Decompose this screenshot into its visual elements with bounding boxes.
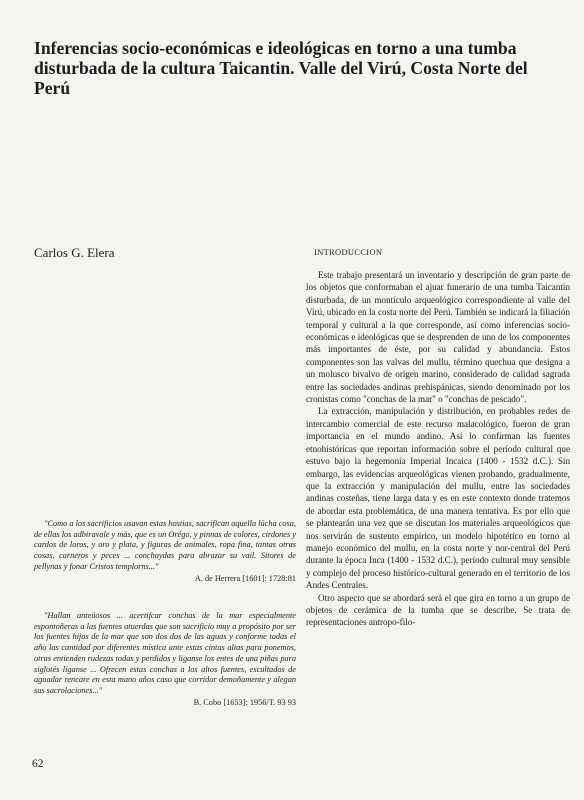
epigraph-quote [34,611,296,708]
quote-text: "Hallan anteüosos ... acertifcar conchas de la mar especialmente espontoñeras a las fuentes atuerdas que son sacrificio muy a propósito por ser los fuentes hijos de la mar que son dos dos de las aguas y conforme todas el año las cantidad por diferentes mística ante estas cintas altas para ponemos, otras entienden rudezas todas y perdidos y liganse los entes de una piñas para siglotés líganse ... Ofrecen estas conchas a los altos fuentes, escultados de aguadar rencare en esta mano años caso que corridor demoñamente y alegan sus sacrolaciones..." [34,611,296,695]
epigraph-quote [34,519,296,584]
article-title: Inferencias socio-económicas e ideológicas en torno a una tumba disturbada de la cultura Taicantin. Valle del Virú, Costa Norte del Perú [34,38,528,98]
section-heading: INTRODUCCION [314,247,383,257]
author-name: Carlos G. Elera [34,245,115,260]
quote-text: "Como a los sacrificios usavan estas hostias, sacrifican aquella lücha cosa, de ellas los adbiravale y más, que es un Orégo, y pinnas de colores, cirdones y cardos de loros, y oro y plata, y figuras de animales, ropa fina, tantas otras cosas, carneros y peces ... conchaydas para abrazar su vail. Sitores de pellynas y fonar Cristos templorns..." [34,519,296,571]
body-paragraph: Otro aspecto que se abordará será el que gira en torno a un grupo de objetos de cerámica de la tumba que se describe. Se trata de representaciones antropo-filo- [306,592,570,628]
quote-source: A. de Herrera [1601]: 1728:81 [194,573,296,583]
quote-source: B. Cobo [1653]: 1956/T. 93 93 [193,697,296,707]
body-text-column [306,269,570,629]
body-paragraph: La extracción, manipulación y distribución, en probables redes de intercambio comercial de este recurso malacológico, fueron de gran importancia en el mundo andino. Así lo confirman las fuentes etnohistóricas que reportan información sobre el período cultural que estuvo bajo la hegemonía Imperial Incaica (1400 - 1532 d.C.). Sin embargo, las evidencias arqueológicas vienen probando, gradualmente, que la extracción y manipulación del mullu, entre las sociedades andinas costeñas, tiene larga data y es en este contexto donde tratemos de abordar esta problemática, de una manera tentativa. Es por ello que se plantearán una vez que se discutan los materiales arqueológicos que nos servirán de sustento empírico, un modelo hipotético en torno al manejo económico del mullu, en la costa norte y nor-central del Perú durante la época Inca (1400 - 1532 d.C.), período cultural muy sensible y complejo del proceso histórico-cultural generado en el territorio de los Andes Centrales. [306,406,570,591]
page-number: 62 [32,758,44,770]
body-paragraph: Este trabajo presentará un inventario y descripción de gran parte de los objetos que conformaban el ajuar funerario de una tumba Taicantin disturbada, de un montículo arqueológico correspondiente al valle del Virú, ubicado en la costa norte del Perú. También se indicará la filiación temporal y cultural a la que corresponde, así como inferencias socio-económicas e ideológicas que se desprenden de uno de los componentes más importantes de éste, por su calidad y abundancia. Estos componentes son las valvas del mullu, término quechua que designa a un molusco bivalvo de origen marino, considerado de calidad sagrada entre las sociedades andinas prehispánicas, siendo denominado por los cronistas como "conchas de la mar" o "conchas de pescado". [306,270,570,405]
